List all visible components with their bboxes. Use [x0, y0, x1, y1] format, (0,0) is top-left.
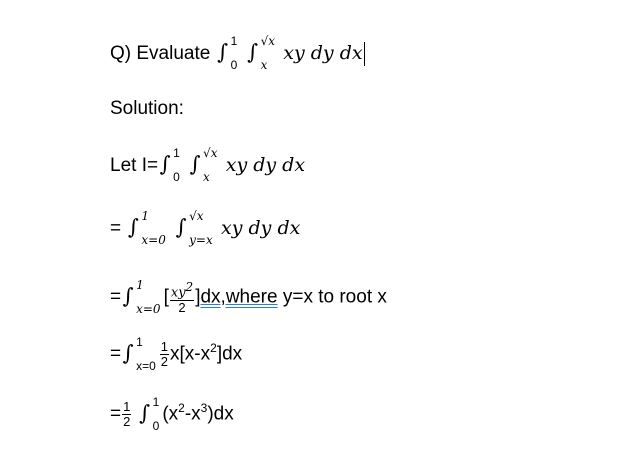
- solution-line-1: [110, 146, 306, 184]
- solution-line-5: [110, 394, 234, 433]
- exponent: 2: [178, 401, 185, 416]
- integrand: xy dy dx: [221, 217, 301, 240]
- close-bracket: ]: [195, 286, 201, 308]
- expression-tail: ]dx: [216, 343, 243, 365]
- integral-sign: ∫: [122, 340, 134, 365]
- exponent: 3: [200, 401, 208, 416]
- expression-body: (x: [162, 403, 179, 425]
- integral-limits: 1 x=0: [141, 209, 166, 247]
- fraction: $\frac{1}{2}$: [123, 399, 131, 429]
- expression-body: x[x-x: [170, 343, 211, 365]
- solution-line-2: [110, 209, 301, 247]
- integral-limits: 1 0: [230, 34, 238, 72]
- integral-sign: ∫: [175, 215, 187, 240]
- integral-limits: 1 x=0: [136, 277, 161, 316]
- solution-line-3: [110, 277, 387, 316]
- line-prefix: =: [110, 218, 127, 240]
- line-prefix: =: [110, 286, 122, 308]
- integrand: xy dy dx: [225, 154, 306, 177]
- solution-line-4: [110, 334, 243, 373]
- exponent: 2: [210, 341, 217, 356]
- fraction: $\frac{xy^2}{2}$: [170, 280, 194, 316]
- integral-sign: ∫: [217, 40, 229, 65]
- open-bracket: [: [163, 286, 169, 308]
- line-prefix: =: [110, 403, 122, 425]
- line-suffix: y=x to root x: [277, 286, 387, 308]
- integral-sign: ∫: [122, 283, 134, 308]
- integral-limits: 1 0: [152, 394, 160, 433]
- spellcheck-underlined-text: dx,where: [200, 286, 278, 308]
- integral-sign: ∫: [189, 152, 201, 177]
- question-prefix: Q) Evaluate: [110, 43, 211, 65]
- expression-mid: -x: [184, 403, 201, 425]
- integral-limits: √x x: [260, 34, 275, 72]
- integral-limits: √x y=x: [189, 209, 213, 247]
- expression-tail: )dx: [207, 403, 234, 425]
- integral-sign: ∫: [159, 152, 171, 177]
- integral-limits: √x x: [203, 146, 218, 184]
- integral-sign: ∫: [127, 215, 139, 240]
- fraction: $\frac{1}{2}$: [160, 339, 169, 369]
- integral-sign: ∫: [247, 40, 259, 65]
- solution-label: Solution:: [110, 98, 184, 119]
- integral-sign: ∫: [139, 400, 151, 425]
- line-prefix: =: [110, 343, 122, 365]
- text-cursor: [364, 42, 365, 66]
- integral-limits: 1 0: [173, 146, 180, 184]
- question-line: [110, 34, 365, 72]
- integrand: xy dy dx: [283, 42, 363, 65]
- line-prefix: Let I=: [110, 155, 159, 177]
- integral-limits: 1 x=0: [136, 334, 156, 373]
